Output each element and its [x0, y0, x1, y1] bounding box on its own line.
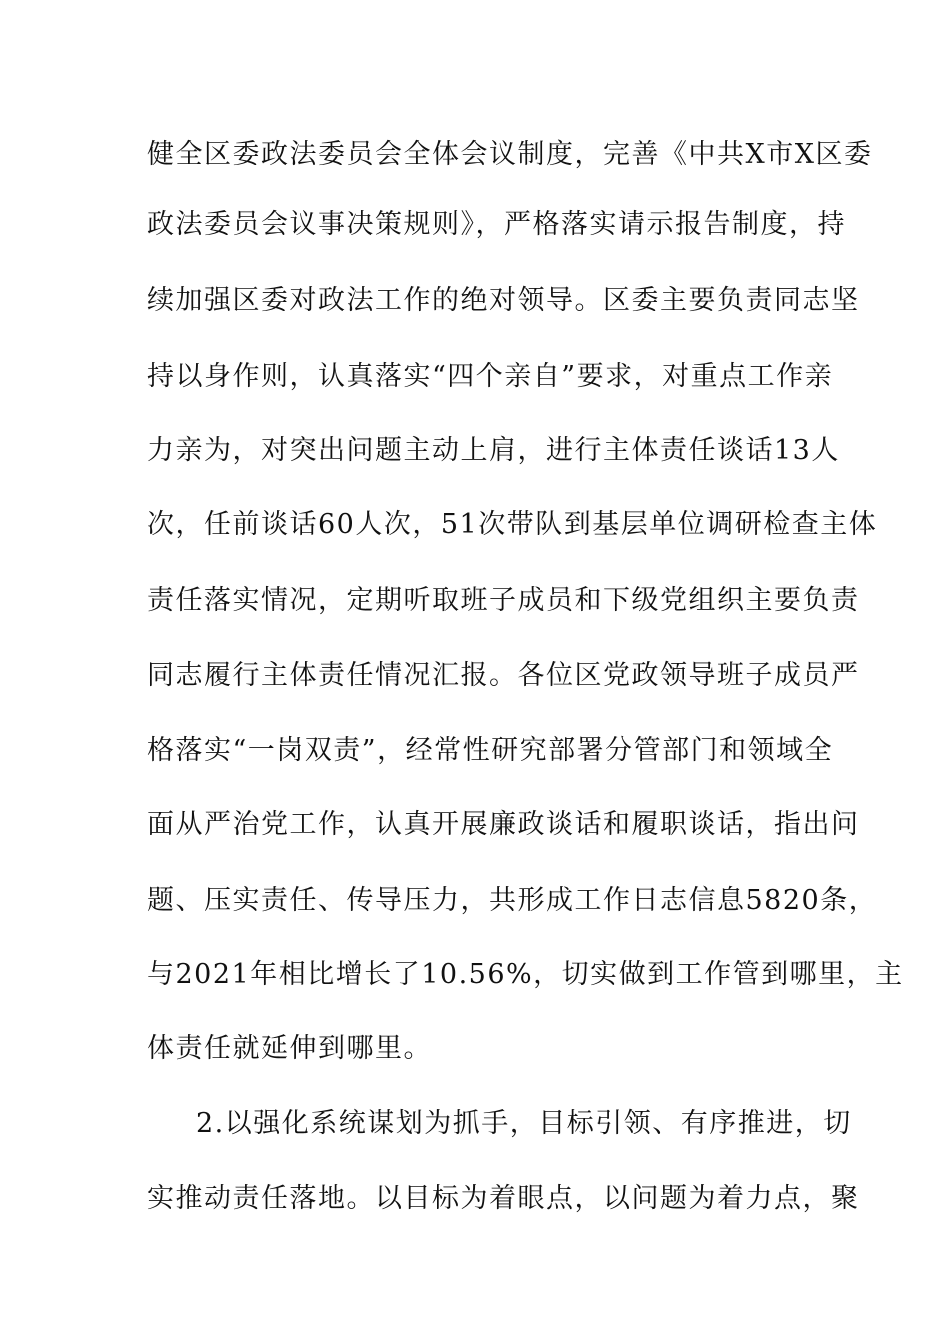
body-text-line: 续加强区委对政法工作的绝对领导。区委主要负责同志坚	[147, 285, 860, 316]
section-heading-line: 2.以强化系统谋划为抓手，目标引领、有序推进，切	[196, 1108, 852, 1139]
body-text-line: 实推动责任落地。以目标为着眼点，以问题为着力点，聚	[147, 1183, 860, 1214]
body-text-line: 与2021年相比增长了10.56%，切实做到工作管到哪里，主	[147, 959, 904, 990]
body-text-line: 政法委员会议事决策规则》，严格落实请示报告制度，持	[147, 209, 846, 240]
body-text-line: 健全区委政法委员会全体会议制度，完善《中共X市X区委	[147, 139, 873, 170]
body-text-line: 面从严治党工作，认真开展廉政谈话和履职谈话，指出问	[147, 809, 860, 840]
body-text-line: 责任落实情况，定期听取班子成员和下级党组织主要负责	[147, 585, 860, 616]
body-text-line: 题、压实责任、传导压力，共形成工作日志信息5820条，	[147, 885, 878, 916]
body-text-line: 体责任就延伸到哪里。	[147, 1033, 432, 1064]
body-text-line: 次，任前谈话60人次，51次带队到基层单位调研检查主体	[147, 509, 878, 540]
body-text-line: 力亲为，对突出问题主动上肩，进行主体责任谈话13人	[147, 435, 840, 466]
body-text-line: 同志履行主体责任情况汇报。各位区党政领导班子成员严	[147, 660, 860, 691]
body-text-line: 格落实“一岗双责”，经常性研究部署分管部门和领域全	[147, 735, 834, 766]
body-text-line: 持以身作则，认真落实“四个亲自”要求，对重点工作亲	[147, 361, 834, 392]
